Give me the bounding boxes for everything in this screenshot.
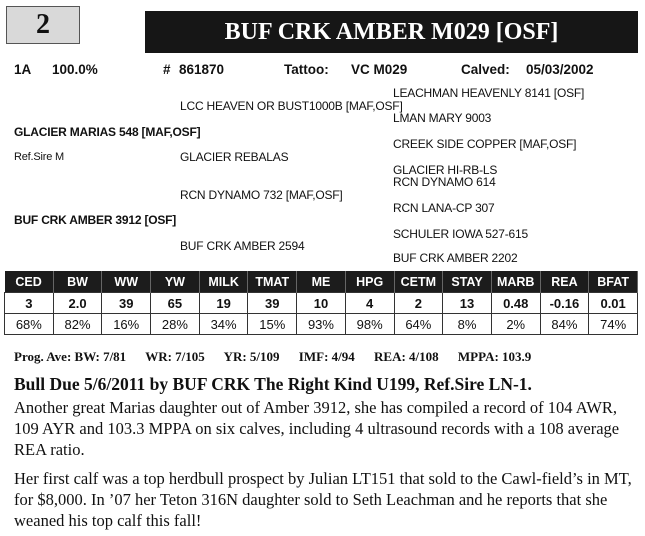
pedigree-dam-dam: BUF CRK AMBER 2594	[180, 239, 305, 253]
epd-value: 4	[345, 293, 394, 314]
pedigree-dam: BUF CRK AMBER 3912 [OSF]	[14, 213, 177, 227]
tattoo-label: Tattoo:	[284, 62, 329, 77]
pedigree-sire-sire-sire: LEACHMAN HEAVENLY 8141 [OSF]	[393, 86, 585, 100]
epd-value: 0.48	[491, 293, 540, 314]
epd-percentile: 68%	[5, 314, 54, 335]
animal-name-title: BUF CRK AMBER M029 [OSF]	[145, 11, 638, 53]
tattoo-value: VC M029	[351, 62, 408, 77]
epd-value: 10	[297, 293, 346, 314]
progeny-rea: REA: 4/108	[374, 349, 439, 364]
pedigree-dam-sire-dam: RCN LANA-CP 307	[393, 201, 495, 215]
epd-value: 65	[151, 293, 200, 314]
progeny-mppa: MPPA: 103.9	[457, 349, 532, 364]
epd-percentile: 74%	[589, 314, 638, 335]
epd-percentile: 34%	[199, 314, 248, 335]
lot-number: 2	[6, 6, 80, 44]
epd-header: BW	[53, 271, 102, 293]
progeny-yr: YR: 5/109	[223, 349, 280, 364]
reg-prefix: #	[163, 62, 171, 77]
service-headline: Bull Due 5/6/2011 by BUF CRK The Right Kind U199, Ref.Sire LN-1.	[14, 374, 532, 394]
epd-header-row	[5, 271, 638, 293]
epd-header: MARB	[491, 271, 540, 293]
epd-header: STAY	[443, 271, 492, 293]
epd-header: YW	[151, 271, 200, 293]
epd-percentile-row	[5, 314, 638, 335]
epd-header: CED	[5, 271, 54, 293]
epd-percentile: 28%	[151, 314, 200, 335]
epd-table	[4, 271, 638, 335]
epd-value: 3	[5, 293, 54, 314]
progeny-bw: Prog. Ave: BW: 7/81	[14, 349, 127, 364]
progeny-averages	[14, 349, 547, 365]
epd-header: CETM	[394, 271, 443, 293]
epd-value: 2.0	[53, 293, 102, 314]
epd-percentile: 64%	[394, 314, 443, 335]
epd-value: 39	[248, 293, 297, 314]
breed-percent: 100.0%	[52, 62, 98, 77]
description-paragraph-2: Her first calf was a top herdbull prospect by Julian LT151 that sold to the Cawl-field’s in MT, for $8,000. In ’07 her Teton 316N daughter sold to Seth Leachman and he reports that she weaned his top calf this fall!	[14, 469, 632, 530]
epd-percentile: 93%	[297, 314, 346, 335]
pedigree-dam-dam-sire: SCHULER IOWA 527-615	[393, 227, 528, 241]
pedigree-sire-sire: LCC HEAVEN OR BUST1000B [MAF,OSF]	[180, 99, 403, 113]
epd-value: 0.01	[589, 293, 638, 314]
epd-header: TMAT	[248, 271, 297, 293]
epd-percentile: 82%	[53, 314, 102, 335]
epd-header: ME	[297, 271, 346, 293]
pedigree-sire-dam-dam: GLACIER HI-RB-LS	[393, 163, 498, 177]
calved-date: 05/03/2002	[526, 62, 594, 77]
epd-value: -0.16	[540, 293, 589, 314]
epd-value: 19	[199, 293, 248, 314]
epd-header: HPG	[345, 271, 394, 293]
epd-percentile: 15%	[248, 314, 297, 335]
epd-value: 13	[443, 293, 492, 314]
registration-number: 861870	[179, 62, 225, 77]
pedigree-dam-sire: RCN DYNAMO 732 [MAF,OSF]	[180, 188, 343, 202]
breed-code: 1A	[14, 62, 32, 77]
pedigree-dam-dam-dam: BUF CRK AMBER 2202	[393, 251, 518, 265]
pedigree-dam-sire-sire: RCN DYNAMO 614	[393, 175, 496, 189]
epd-percentile: 8%	[443, 314, 492, 335]
ref-sire-note: Ref.Sire M	[14, 151, 64, 163]
epd-percentile: 84%	[540, 314, 589, 335]
pedigree-sire: GLACIER MARIAS 548 [MAF,OSF]	[14, 125, 201, 139]
calved-label: Calved:	[461, 62, 510, 77]
progeny-imf: IMF: 4/94	[298, 349, 355, 364]
epd-header: MILK	[199, 271, 248, 293]
epd-values-row	[5, 293, 638, 314]
description-paragraph-1: Another great Marias daughter out of Amber 3912, she has compiled a record of 104 AWR, 109 AYR and 103.3 MPPA on six calves, including 4 ultrasound records with a 108 average REA ratio.	[14, 398, 620, 459]
epd-percentile: 2%	[491, 314, 540, 335]
pedigree-sire-sire-dam: LMAN MARY 9003	[393, 111, 492, 125]
epd-header: BFAT	[589, 271, 638, 293]
pedigree-sire-dam: GLACIER REBALAS	[180, 150, 289, 164]
pedigree-sire-dam-sire: CREEK SIDE COPPER [MAF,OSF]	[393, 137, 577, 151]
epd-percentile: 98%	[345, 314, 394, 335]
epd-value: 2	[394, 293, 443, 314]
epd-header: REA	[540, 271, 589, 293]
epd-percentile: 16%	[102, 314, 151, 335]
epd-header: WW	[102, 271, 151, 293]
progeny-wr: WR: 7/105	[145, 349, 205, 364]
epd-value: 39	[102, 293, 151, 314]
